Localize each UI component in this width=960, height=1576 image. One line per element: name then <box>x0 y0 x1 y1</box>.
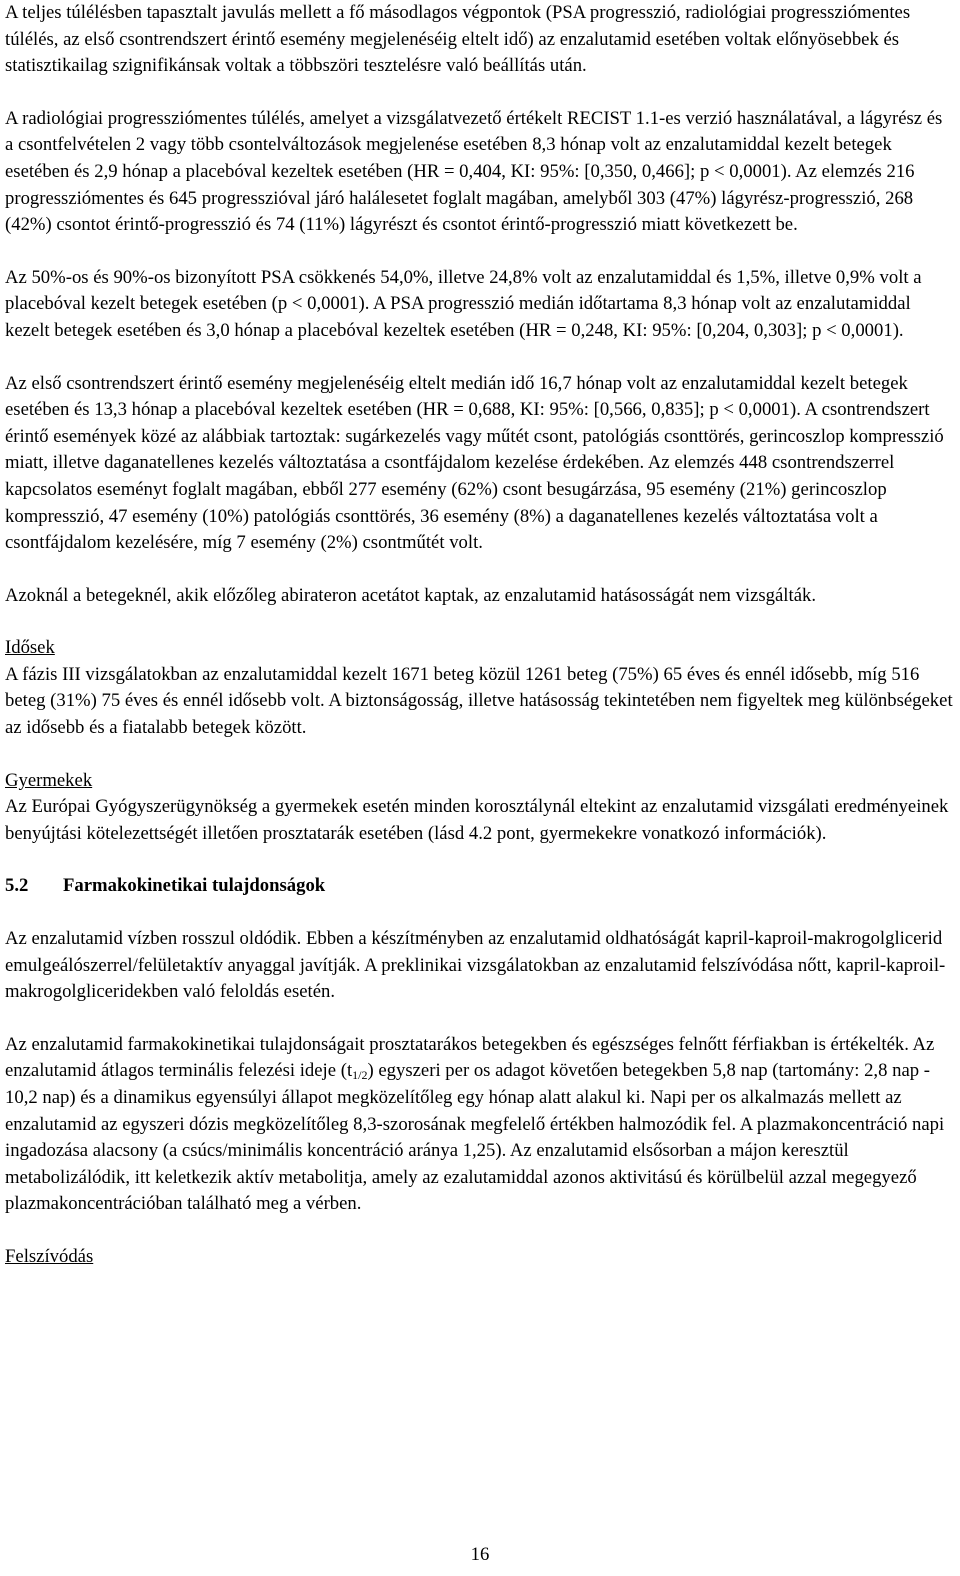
paragraph-abiraterone: Azoknál a betegeknél, akik előzőleg abirateron acetátot kaptak, az enzalutamid hatásosságát nem vizsgálták. <box>5 584 816 606</box>
section-number: 5.2 <box>5 875 29 897</box>
paragraph-psa: Az 50%-os és 90%-os bizonyított PSA csökkenés 54,0%, illetve 24,8% volt az enzalutamiddal és 1,5%, illetve 0,9% volt a placebóval kezelt betegek esetében (p < 0,0001). A PSA progresszió medián időtartama 8,3 hónap volt az enzalutamiddal kezelt betegek esetében és 3,0 hónap a placebóval kezeltek esetében (HR = 0,248, KI: 95%: [0,204, 0,303]; p < 0,0001). <box>5 266 922 341</box>
paragraph-rpfs: A radiológiai progressziómentes túlélés, amelyet a vizsgálatvezető értékelt RECIST 1.1-es verzió használatával, a lágyrész és a csontfelvételen 2 vagy több csontelváltozások megjelenése esetében 8,3 hónap volt az enzalutamiddal kezelt betegek esetében és 2,9 hónap a placebóval kezeltek esetében (HR = 0,404, KI: 95%: [0,350, 0,466]; p < 0,0001). Az elemzés 216 progressziómentes és 645 progresszióval járó halálesetet foglalt magában, amelyből 303 (47%) lágyrész-progresszió, 268 (42%) csontot érintő-progresszió és 74 (11%) lágyrészt és csontot érintő-progresszió miatt következett be. <box>5 107 943 236</box>
absorption-heading: Felszívódás <box>5 1245 94 1267</box>
pk-text-before: Az enzalutamid farmakokinetikai tulajdonságait prosztatarákos betegekben és egészséges felnőtt férfiakban is értékelték. Az enzalutamid átlagos terminális felezési ideje (t <box>5 1033 935 1082</box>
paragraph-elderly: A fázis III vizsgálatokban az enzalutamiddal kezelt 1671 beteg közül 1261 beteg (75%) 65 éves és ennél idősebb, míg 516 beteg (31%) 75 éves és ennél idősebb volt. A biztonságosság, illetve hatásosság tekintetében nem figyeltek meg különbségeket az idősebb és a fiatalabb betegek között. <box>5 663 953 739</box>
elderly-heading: Idősek <box>5 637 55 659</box>
page-number: 16 <box>470 1544 490 1565</box>
subheading-children <box>5 768 955 795</box>
paragraph-pk-solubility: Az enzalutamid vízben rosszul oldódik. Ebben a készítményben az enzalutamid oldhatóságát kapril-kaproil-makrogolglicerid emulgeálószerrel/felületaktív anyaggal javítják. A preklinikai vizsgálatokban az enzalutamid felszívódása nőtt, kapril-kaproil-makrogolgliceridekben való feloldás esetén. <box>5 928 946 1003</box>
paragraph-secondary-endpoints: A teljes túlélésben tapasztalt javulás mellett a fő másodlagos végpontok (PSA progresszió, radiológiai progressziómentes túlélés, az első csontrendszert érintő esemény megjelenéséig eltelt idő) az enzalutamid esetében voltak előnyösebbek és statisztikailag szignifikánsak voltak a többszöri tesztelésre való beállítás után. <box>5 2 911 77</box>
children-heading: Gyermekek <box>5 769 93 791</box>
subheading-absorption <box>5 1244 955 1271</box>
half-life-subscript: 1/2 <box>352 1068 368 1083</box>
section-title-text: Farmakokinetikai tulajdonságok <box>63 875 326 897</box>
paragraph-children: Az Európai Gyógyszerügynökség a gyermekek esetén minden korosztálynál eltekint az enzalutamid vizsgálati eredményeinek benyújtási kötelezettségét illetően prosztatarák esetében (lásd 4.2 pont, gyermekekre vonatkozó információk). <box>5 796 949 844</box>
paragraph-pk-properties <box>5 1032 955 1218</box>
pk-text-after: ) egyszeri per os adagot követően betegekben 5,8 nap (tartomány: 2,8 nap - 10,2 nap) és a dinamikus egyensúlyi állapot megközelítőleg egy hónap alatt alakul ki. Napi per os alkalmazás mellett az enzalutamid az egyszeri dózis megközelítőleg 8,3-szorosának megfelelő értékben halmozódik fel. A plazmakoncentráció napi ingadozása alacsony (a csúcs/minimális koncentráció aránya 1,25). Az enzalutamid elsősorban a májon keresztül metabolizálódik, itt keletkezik aktív metabolitja, amely az ezalutamiddal azonos aktivitású és körülbelül azzal megegyező plazmakoncentrációban található meg a vérben. <box>5 1060 945 1215</box>
section-title <box>5 873 955 900</box>
document-page <box>5 0 955 1271</box>
subheading-elderly <box>5 635 955 662</box>
paragraph-skeletal-events: Az első csontrendszert érintő esemény megjelenéséig eltelt medián idő 16,7 hónap volt az enzalutamiddal kezelt betegek esetében és 13,3 hónap a placebóval kezeltek esetében (HR = 0,688, KI: 95%: [0,566, 0,835]; p < 0,0001). A csontrendszert érintő események közé az alábbiak tartoztak: sugárkezelés vagy műtét csont, patológiás csonttörés, gerincoszlop kompresszió miatt, illetve daganatellenes kezelés változtatása a csontfájdalom kezelése érdekében. Az elemzés 448 csontrendszerrel kapcsolatos eseményt foglalt magában, ebből 277 esemény (62%) csont besugárzása, 95 esemény (21%) gerincoszlop kompresszió, 47 esemény (10%) patológiás csonttörés, 36 esemény (8%) a daganatellenes kezelés változtatása volt a csontfájdalom kezelésére, míg 7 esemény (2%) csontműtét volt. <box>5 372 944 554</box>
